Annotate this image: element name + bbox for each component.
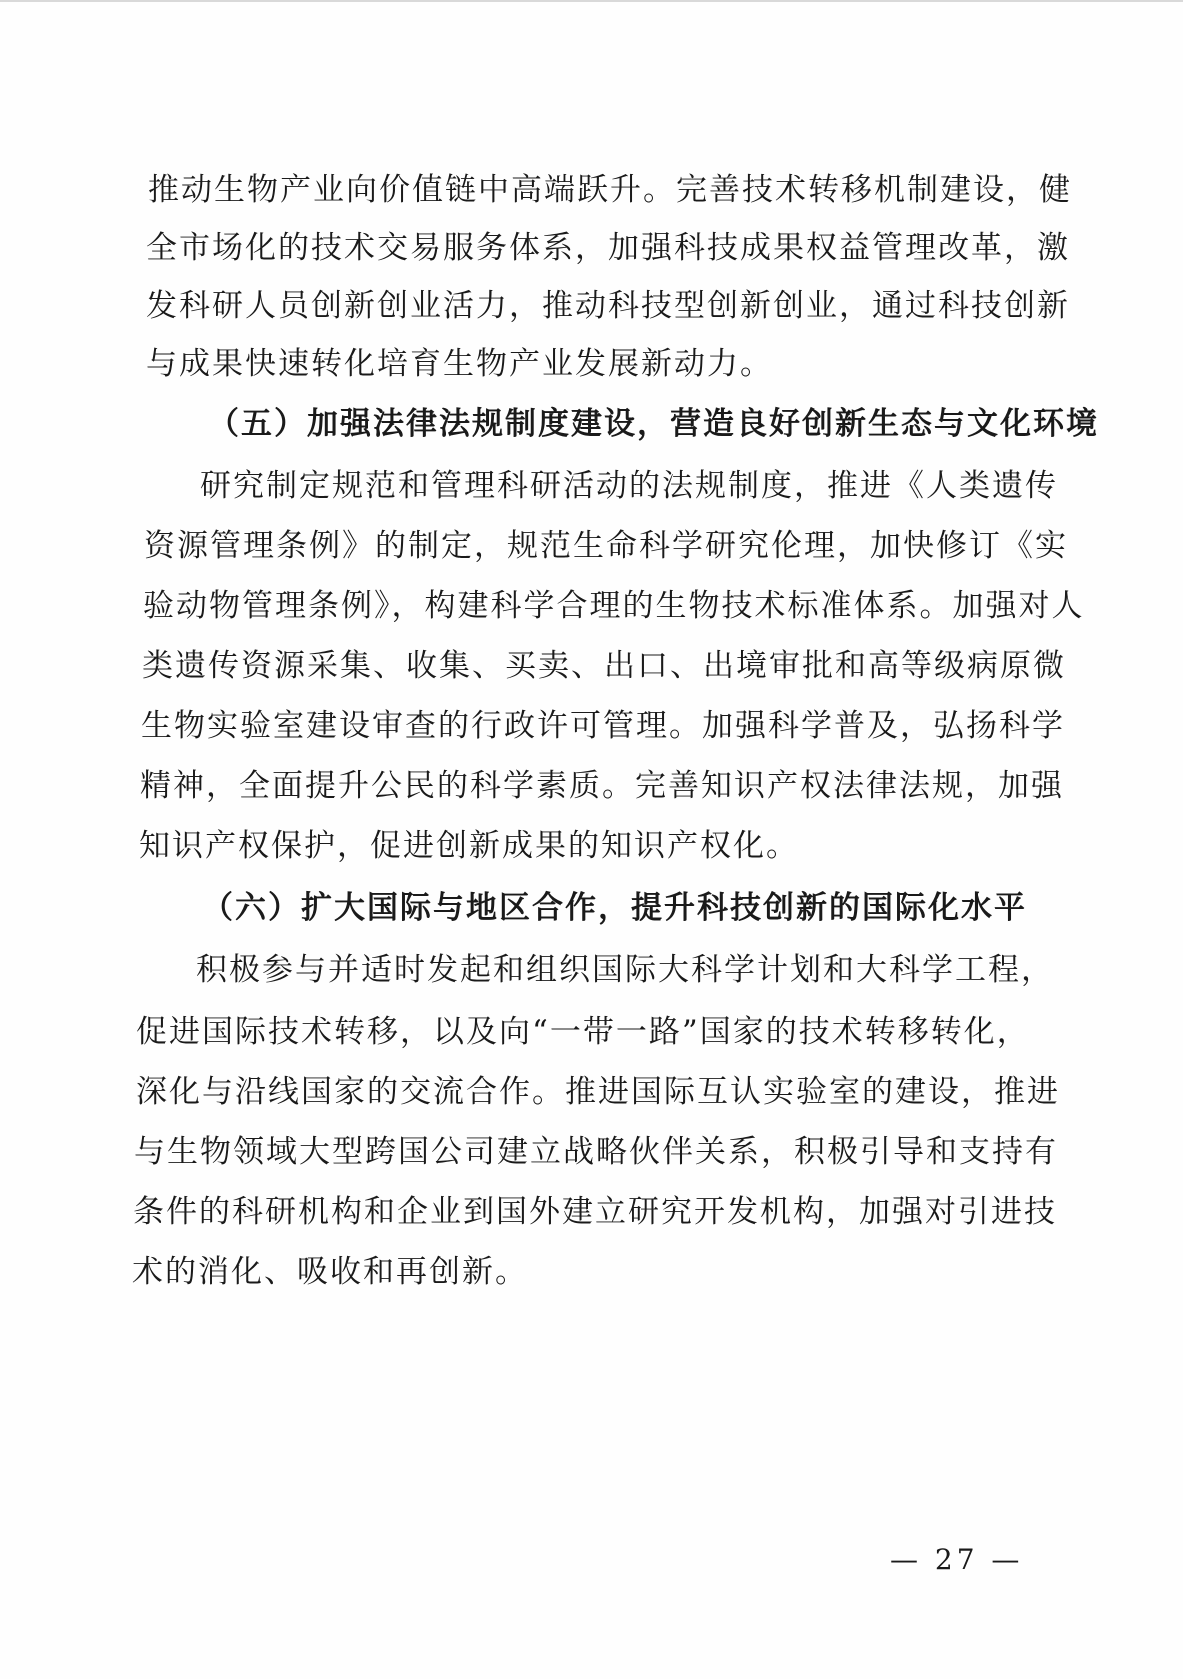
paragraph-line: 推动生物产业向价值链中高端跃升。完善技术转移机制建设，健 <box>148 172 1072 208</box>
paragraph-line: 条件的科研机构和企业到国外建立研究开发机构，加强对引进技 <box>133 1194 1057 1230</box>
paragraph-line: 研究制定规范和管理科研活动的法规制度，推进《人类遗传 <box>200 468 1058 504</box>
paragraph-line: 积极参与并适时发起和组织国际大科学计划和大科学工程， <box>196 952 1054 988</box>
paragraph-line: 精神，全面提升公民的科学素质。完善知识产权法律法规，加强 <box>140 768 1064 804</box>
paragraph-line: 术的消化、吸收和再创新。 <box>132 1254 528 1290</box>
paragraph-line: 与生物领域大型跨国公司建立战略伙伴关系，积极引导和支持有 <box>134 1134 1058 1170</box>
section-heading: （五）加强法律法规制度建设，营造良好创新生态与文化环境 <box>208 406 1099 442</box>
paragraph-line: 类遗传资源采集、收集、买卖、出口、出境审批和高等级病原微 <box>142 648 1066 684</box>
paragraph-line: 与成果快速转化培育生物产业发展新动力。 <box>146 346 773 382</box>
paragraph-line: 生物实验室建设审查的行政许可管理。加强科学普及，弘扬科学 <box>141 708 1065 744</box>
paragraph-line: 深化与沿线国家的交流合作。推进国际互认实验室的建设，推进 <box>136 1074 1060 1110</box>
page-number: — 27 — <box>890 1543 1024 1576</box>
section-heading: （六）扩大国际与地区合作，提升科技创新的国际化水平 <box>202 890 1027 926</box>
page-top-edge <box>0 0 1183 2</box>
paragraph-line: 全市场化的技术交易服务体系，加强科技成果权益管理改革，激 <box>146 230 1070 266</box>
paragraph-line: 促进国际技术转移，以及向“一带一路”国家的技术转移转化， <box>136 1014 1030 1050</box>
paragraph-line: 验动物管理条例》，构建科学合理的生物技术标准体系。加强对人 <box>143 588 1085 624</box>
paragraph-line: 知识产权保护，促进创新成果的知识产权化。 <box>139 828 799 864</box>
paragraph-line: 资源管理条例》的制定，规范生命科学研究伦理，加快修订《实 <box>144 528 1068 564</box>
paragraph-line: 发科研人员创新创业活力，推动科技型创新创业，通过科技创新 <box>146 288 1070 324</box>
